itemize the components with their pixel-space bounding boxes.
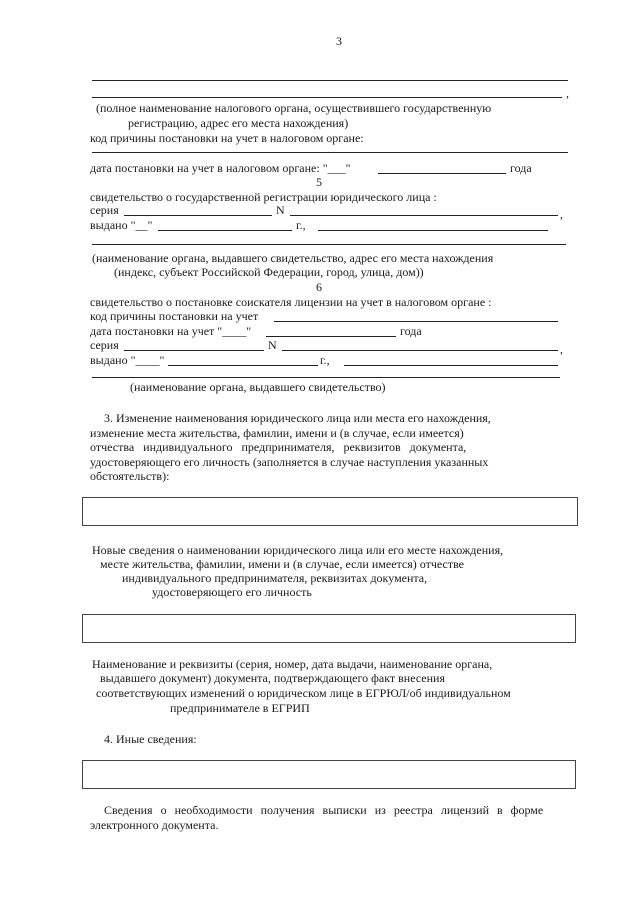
issuer-field-line-2[interactable] bbox=[92, 244, 566, 245]
registration-date-label: дата постановки на учет в налоговом органе: "___" bbox=[90, 161, 351, 175]
tax-kpp-label: код причины постановки на учет bbox=[90, 309, 259, 323]
new-info-line-1: Новые сведения о наименовании юридического лица или его месте нахождения, bbox=[92, 543, 504, 557]
change-details-box[interactable] bbox=[82, 497, 578, 526]
series-field[interactable] bbox=[124, 215, 272, 216]
tax-issued-date-field[interactable] bbox=[168, 365, 318, 366]
tax-date-year: года bbox=[400, 324, 422, 338]
change-section-line-5: обстоятельств): bbox=[90, 469, 170, 483]
page-number: 3 bbox=[336, 34, 342, 48]
issuer-caption-2: (индекс, субъект Российской Федерации, город, улица, дом)) bbox=[114, 265, 424, 279]
number-trailing-comma: , bbox=[560, 207, 563, 221]
change-section-line-1: 3. Изменение наименования юридического лица или места его нахождения, bbox=[104, 411, 491, 425]
kpp-label: код причины постановки на учет в налоговом органе: bbox=[90, 131, 364, 145]
issued-year-abbrev: г., bbox=[296, 218, 306, 232]
doc-details-line-4: предпринимателе в ЕГРИП bbox=[170, 701, 310, 715]
tax-date-field[interactable] bbox=[266, 336, 396, 337]
line-trailing-comma: , bbox=[566, 86, 569, 100]
number-label: N bbox=[276, 203, 285, 217]
doc-details-line-1: Наименование и реквизиты (серия, номер, дата выдачи, наименование органа, bbox=[92, 657, 493, 671]
tax-kpp-field[interactable] bbox=[274, 321, 558, 322]
issuer-caption-1: (наименование органа, выдавшего свидетельство, адрес его места нахождения bbox=[92, 251, 494, 265]
tax-authority-caption-1: (полное наименование налогового органа, осуществившего государственную bbox=[96, 101, 492, 115]
doc-details-line-3: соответствующих изменений о юридическом лице в ЕГРЮЛ/об индивидуальном bbox=[96, 686, 511, 700]
tax-series-label: серия bbox=[90, 338, 119, 352]
tax-issuer-field[interactable] bbox=[344, 365, 558, 366]
section-number-5: 5 bbox=[316, 175, 322, 189]
tax-authority-name-line-2[interactable] bbox=[92, 97, 562, 98]
tax-series-field[interactable] bbox=[124, 350, 264, 351]
tax-issued-year-abbrev: г., bbox=[320, 353, 330, 367]
tax-authority-name-line[interactable] bbox=[92, 80, 568, 81]
tax-authority-caption-2: регистрацию, адрес его места нахождения) bbox=[128, 116, 349, 130]
tax-issuer-field-line-2[interactable] bbox=[92, 377, 560, 378]
change-section-line-2: изменение места жительства, фамилии, имени и (в случае, если имеется) bbox=[90, 426, 464, 440]
other-info-box[interactable] bbox=[82, 760, 576, 789]
tax-certificate-heading: свидетельство о постановке соискателя лицензии на учет в налоговом органе : bbox=[90, 295, 492, 309]
registration-date-year: года bbox=[510, 161, 532, 175]
other-info-label: 4. Иные сведения: bbox=[104, 732, 197, 746]
tax-date-label: дата постановки на учет "____" bbox=[90, 324, 252, 338]
issued-date-field[interactable] bbox=[158, 230, 292, 231]
extract-line-1: Сведения о необходимости получения выписки из реестра лицензий в форме bbox=[104, 803, 544, 817]
extract-line-2: электронного документа. bbox=[90, 818, 219, 832]
kpp-field-line[interactable] bbox=[92, 152, 568, 153]
issuer-field[interactable] bbox=[318, 230, 548, 231]
tax-issued-label: выдано "____" bbox=[90, 353, 165, 367]
tax-issuer-caption: (наименование органа, выдавшего свидетельство) bbox=[130, 380, 386, 394]
new-info-box[interactable] bbox=[82, 614, 576, 643]
section-number-6: 6 bbox=[316, 280, 322, 294]
tax-number-trailing-comma: , bbox=[560, 342, 563, 356]
tax-number-field[interactable] bbox=[282, 350, 558, 351]
number-field[interactable] bbox=[290, 215, 558, 216]
change-section-line-3: отчества индивидуального предпринимателя, реквизитов документа, bbox=[90, 440, 467, 454]
state-registration-certificate-heading: свидетельство о государственной регистрации юридического лица : bbox=[90, 190, 437, 204]
new-info-line-2: месте жительства, фамилии, имени и (в случае, если имеется) отчестве bbox=[100, 557, 464, 571]
registration-date-field[interactable] bbox=[378, 173, 506, 174]
tax-number-label: N bbox=[268, 338, 277, 352]
change-section-line-4: удостоверяющего его личность (заполняется в случае наступления указанных bbox=[90, 455, 489, 469]
new-info-line-4: удостоверяющего его личность bbox=[152, 585, 312, 599]
series-label: серия bbox=[90, 203, 119, 217]
new-info-line-3: индивидуального предпринимателя, реквизитах документа, bbox=[122, 571, 428, 585]
doc-details-line-2: выдавшего документ) документа, подтверждающего факт внесения bbox=[100, 671, 445, 685]
issued-label: выдано "__" bbox=[90, 218, 153, 232]
